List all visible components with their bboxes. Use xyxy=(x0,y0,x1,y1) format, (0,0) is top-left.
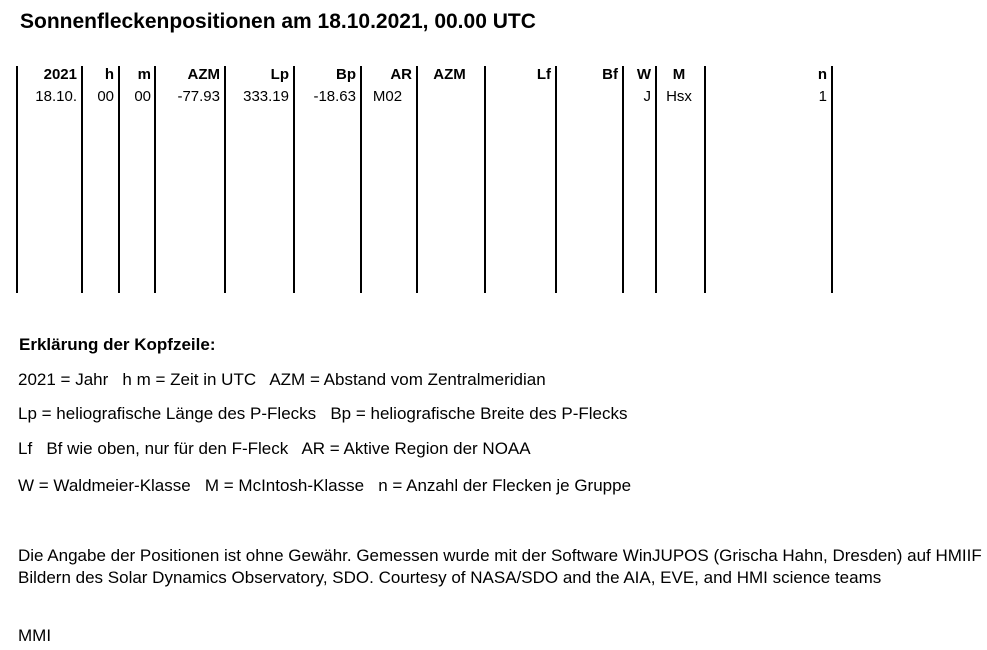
cell-mcintosh: Hsx xyxy=(666,88,692,105)
column-divider xyxy=(622,66,624,293)
header-bf: Bf xyxy=(602,66,618,83)
column-divider xyxy=(655,66,657,293)
header-hour: h xyxy=(104,66,114,83)
header-count: n xyxy=(817,66,827,83)
explanation-line: 2021 = Jahr h m = Zeit in UTC AZM = Abstand vom Zentralmeridian xyxy=(18,370,546,389)
page-title: Sonnenfleckenpositionen am 18.10.2021, 00.00 UTC xyxy=(20,10,536,33)
cell-minute: 00 xyxy=(134,88,151,105)
header-lp: Lp xyxy=(270,66,289,83)
header-azm-f: AZM xyxy=(433,66,466,83)
cell-hour: 00 xyxy=(97,88,114,105)
column-divider xyxy=(154,66,156,293)
header-azm: AZM xyxy=(187,66,220,83)
header-minute: m xyxy=(137,66,151,83)
column-divider xyxy=(831,66,833,293)
header-mcintosh: M xyxy=(672,66,686,83)
column-divider xyxy=(118,66,120,293)
cell-count: 1 xyxy=(818,88,827,105)
column-divider xyxy=(704,66,706,293)
column-divider xyxy=(555,66,557,293)
cell-waldmeier: J xyxy=(643,88,651,105)
column-divider xyxy=(293,66,295,293)
explanation-heading: Erklärung der Kopfzeile: xyxy=(19,335,216,354)
header-ar: AR xyxy=(390,66,412,83)
cell-bp: -18.63 xyxy=(313,88,356,105)
explanation-line: W = Waldmeier-Klasse M = McIntosh-Klasse n = Anzahl der Flecken je Gruppe xyxy=(18,476,632,495)
column-divider xyxy=(224,66,226,293)
cell-ar: M02 xyxy=(372,88,403,105)
column-divider xyxy=(360,66,362,293)
explanation-line: Lf Bf wie oben, nur für den F-Fleck AR = Aktive Region der NOAA xyxy=(18,439,531,458)
header-lf: Lf xyxy=(536,66,551,83)
column-divider xyxy=(16,66,18,293)
column-divider xyxy=(416,66,418,293)
disclaimer-text: Die Angabe der Positionen ist ohne Gewähr. Gemessen wurde mit der Software WinJUPOS (Grischa Hahn, Dresden) auf HMIIF Bildern des Solar Dynamics Observatory, SDO. Courtesy of NASA/SDO and the AIA, EVE, and HMI science teams xyxy=(18,546,982,587)
header-waldmeier: W xyxy=(636,66,651,83)
cell-azm: -77.93 xyxy=(177,88,220,105)
cell-date: 18.10. xyxy=(35,88,77,105)
explanation-line: Lp = heliografische Länge des P-Flecks Bp = heliografische Breite des P-Flecks xyxy=(18,404,628,423)
header-bp: Bp xyxy=(336,66,356,83)
column-divider xyxy=(81,66,83,293)
header-year: 2021 xyxy=(43,66,77,83)
cell-lp: 333.19 xyxy=(243,88,289,105)
column-divider xyxy=(484,66,486,293)
footer-signature: MMI xyxy=(18,626,52,645)
sunspot-table xyxy=(0,0,987,300)
